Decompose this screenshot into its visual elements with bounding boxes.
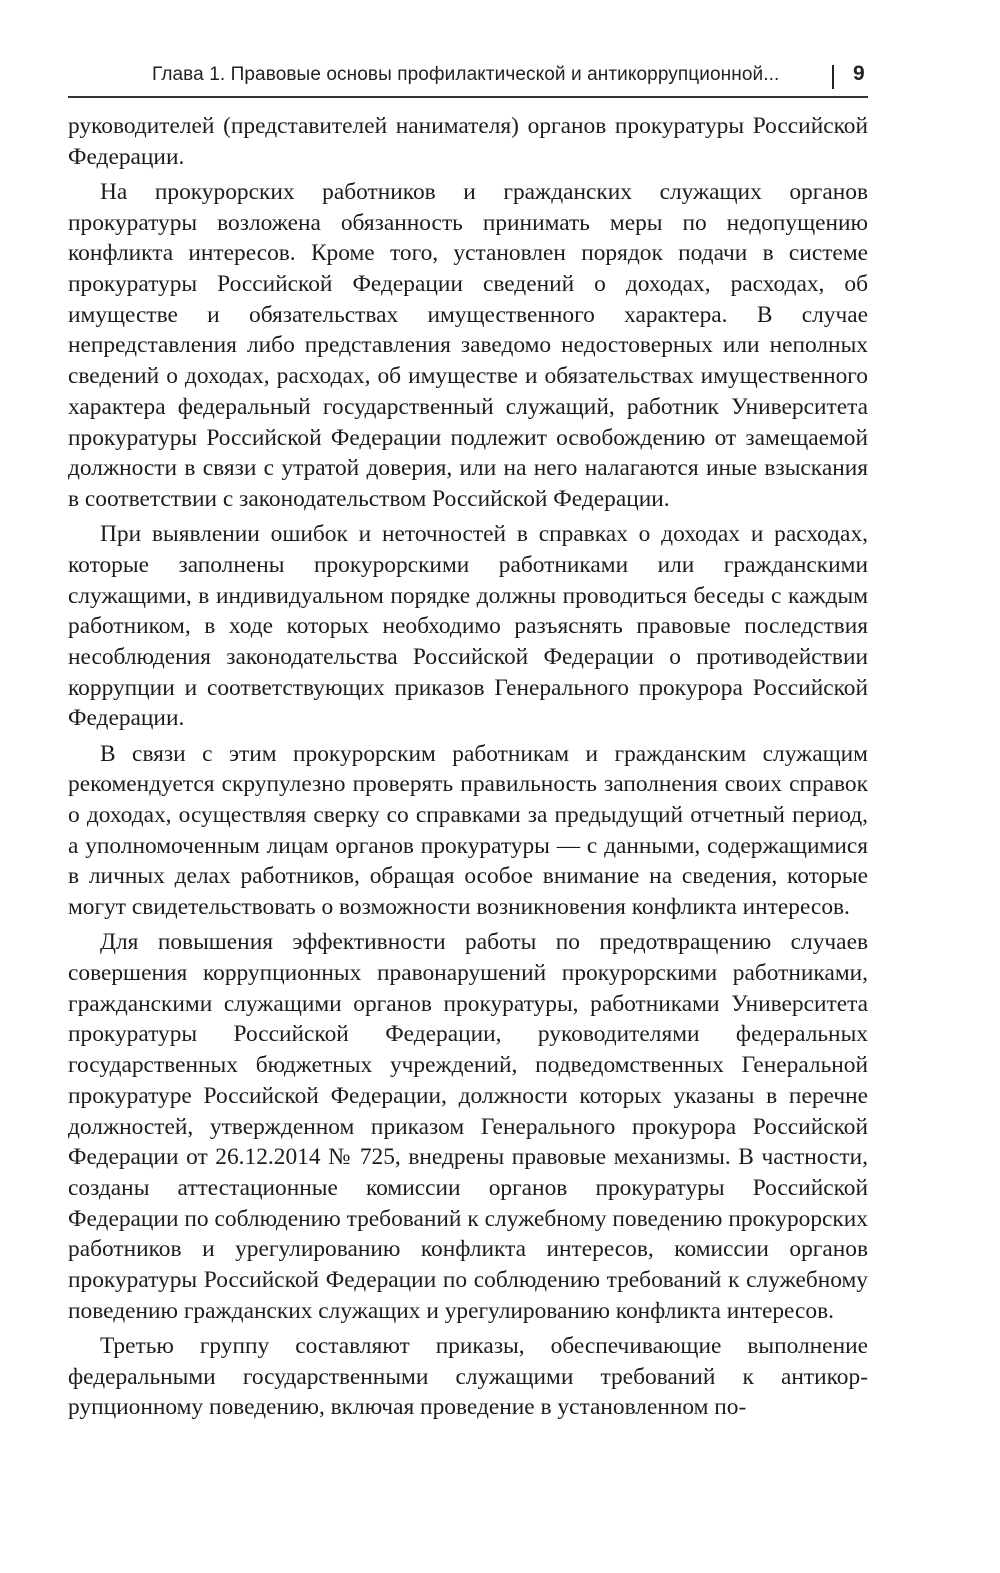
paragraph: Третью группу составляют приказы, обеспечивающие выполнение федеральными государственными служащими требований к антикоррупционному поведению, включая проведение в установленном по- xyxy=(68,1332,868,1421)
body-text xyxy=(68,111,868,1428)
running-header xyxy=(68,62,868,96)
header-separator xyxy=(832,65,834,89)
paragraph: При выявлении ошибок и неточностей в справках о доходах и расходах, которые заполнены прокурорскими работниками или гражданскими служащими, в индивидуальном порядке должны проводиться беседы с каждым работником, в ходе которых необходимо разъяснять правовые последствия несоблюдения законодательства Российской Федерации о противодействии коррупции и соответствующих приказов Генерального прокурора Российской Федерации. xyxy=(68,521,868,732)
paragraph: Для повышения эффективности работы по предотвращению случаев совершения коррупционных правонарушений прокурорскими работниками, гражданскими служащими органов прокуратуры, работниками Университета прокуратуры Российской Федерации, руководителями федеральных государственных бюджетных учреждений, подведомственных Генеральной прокуратуре Российской Федерации, должности которых указаны в перечне должностей, утвержденном приказом Генерального прокурора Российской Федерации от 26.12.2014 № 725, внедрены правовые механизмы. В частности, созданы аттестационные комиссии органов прокуратуры Российской Федерации по соблюдению требований к служебному поведению прокурорских работников и урегулированию конфликта интересов, комиссии органов прокуратуры Российской Федерации по соблюдению требований к служебному поведению гражданских служащих и урегулированию конфликта интересов. xyxy=(68,929,868,1324)
paragraph: В связи с этим прокурорским работникам и гражданским служащим рекомендуется скрупулезно проверять правильность заполнения своих справок о доходах, осуществляя сверку со справками за предыдущий отчетный период, а уполномоченным лицам органов прокуратуры — с данными, содержащимися в личных делах работников, обращая особое внимание на сведения, которые могут свидетельствовать о возможности возникновения конфликта интересов. xyxy=(68,740,868,921)
header-rule xyxy=(68,96,868,98)
chapter-title: Глава 1. Правовые основы профилактической и антикоррупционной... xyxy=(152,64,780,85)
paragraph-continuation: руководителей (представителей нанимателя) органов прокуратуры Российской Федерации. xyxy=(68,113,868,170)
paragraph: На прокурорских работников и гражданских служащих органов прокуратуры возложена обязанность принимать меры по недопущению конфликта интересов. Кроме того, установлен порядок подачи в системе прокуратуры Российской Федерации сведений о доходах, расходах, об имуществе и обязательствах имущественного характера. В случае непредставления либо представления заведомо недостоверных или неполных сведений о доходах, расходах, об имуществе и обязательствах имущественного характера федеральный государственный служащий, работник Университета прокуратуры Российской Федерации подлежит освобождению от замещаемой должности в связи с утратой доверия, или на него налагаются иные взыскания в соответствии с законодательством Российской Федерации. xyxy=(68,178,868,512)
page-number: 9 xyxy=(853,62,865,85)
